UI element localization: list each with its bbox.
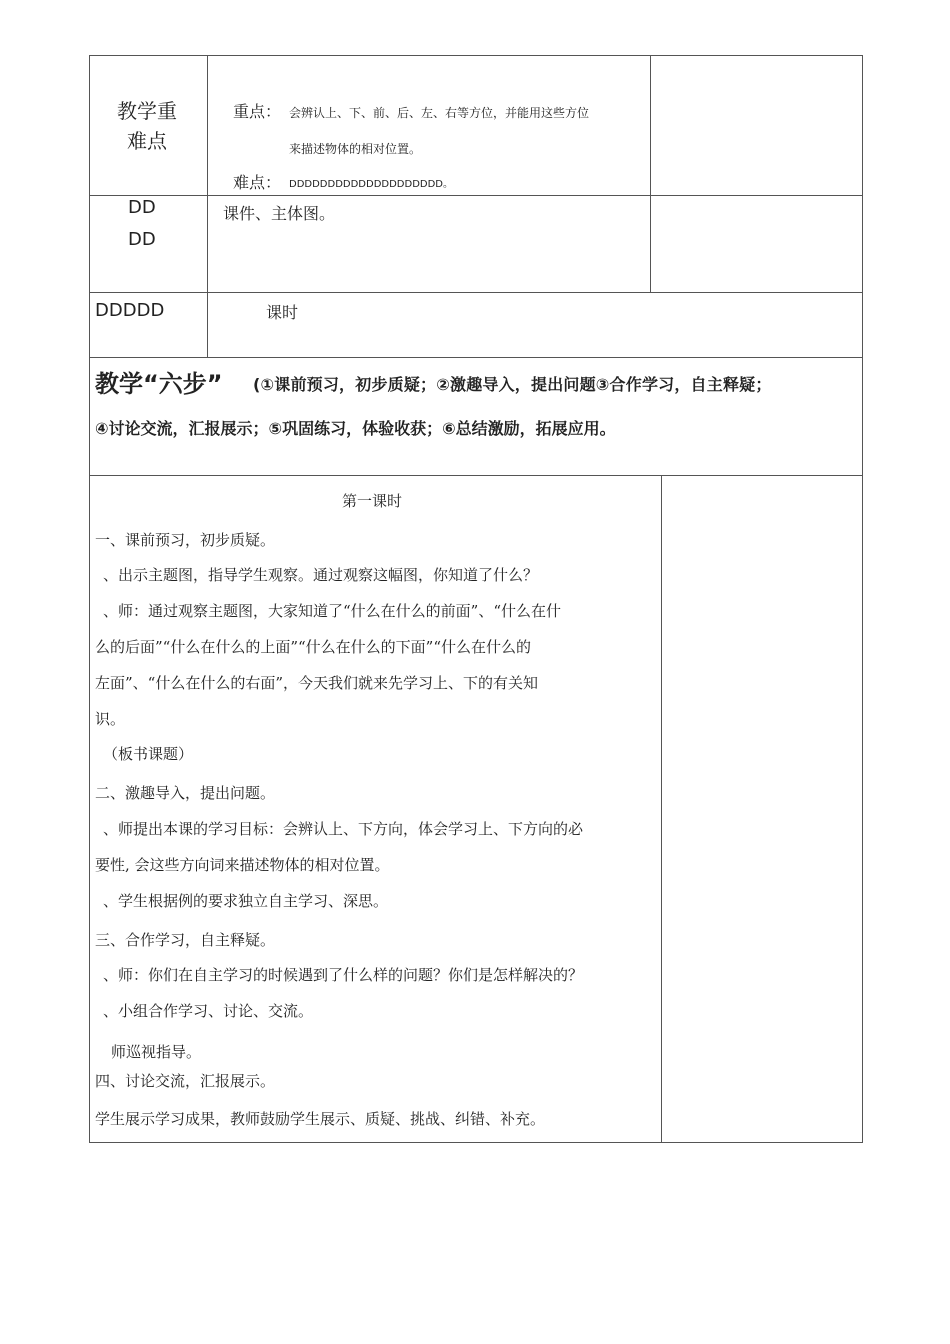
six-steps-heading: 教学“六步”	[95, 370, 223, 398]
row2-label-line1: DD	[128, 197, 156, 218]
lesson-line: 、学生根据例的要求独立自主学习、深思。	[103, 892, 389, 910]
row2-bottom-border	[89, 292, 863, 293]
focus-text-line1: 会辨认上、下、前、后、左、右等方位，并能用这些方位	[289, 106, 590, 120]
six-steps-line2: ④讨论交流，汇报展示；⑤巩固练习，体验收获；⑥总结激励，拓展应用。	[95, 419, 616, 438]
lesson-line: 要性, 会这些方向词来描述物体的相对位置。	[95, 856, 390, 874]
table-top-border	[89, 55, 863, 56]
lesson-line: 四、讨论交流，汇报展示。	[95, 1072, 276, 1090]
right-column-divider-top	[650, 55, 651, 292]
row1-label-line1: 教学重	[117, 99, 177, 123]
lesson-line: 、师提出本课的学习目标：会辨认上、下方向，体会学习上、下方向的必	[103, 820, 584, 838]
lesson-line: 、出示主题图，指导学生观察。通过观察这幅图，你知道了什么？	[103, 566, 539, 584]
difficulty-label: 难点：	[233, 173, 282, 192]
table-right-border	[862, 55, 863, 1143]
lesson-line: 识。	[95, 710, 126, 728]
right-column-divider-bottom	[661, 475, 662, 1142]
difficulty-text: DDDDDDDDDDDDDDDDDDDD。	[289, 179, 454, 190]
lesson-line: 三、合作学习，自主释疑。	[95, 931, 276, 949]
table-left-border	[89, 55, 90, 1143]
row2-label-line2: DD	[128, 229, 156, 250]
lesson-line: 、小组合作学习、讨论、交流。	[103, 1002, 314, 1020]
lesson-line: 么的后面”“什么在什么的上面”“什么在什么的下面”“什么在什么的	[95, 638, 532, 656]
row4-bottom-border	[89, 475, 863, 476]
label-column-divider	[207, 55, 208, 357]
row3-label: DDDDD	[95, 300, 165, 321]
table-bottom-border	[89, 1142, 863, 1143]
row1-bottom-border	[89, 195, 863, 196]
row1-label-line2: 难点	[127, 129, 167, 153]
six-steps-line1: (①课前预习，初步质疑；②激趣导入，提出问题③合作学习，自主释疑；	[253, 375, 772, 394]
lesson-line: 、师：通过观察主题图，大家知道了“什么在什么的前面”、“什么在什	[103, 602, 562, 620]
lesson-line: 、师：你们在自主学习的时候遇到了什么样的问题？你们是怎样解决的？	[103, 966, 584, 984]
focus-label: 重点：	[233, 102, 282, 121]
lesson-title: 第一课时	[342, 492, 403, 510]
lesson-line: 左面”、“什么在什么的右面”，今天我们就来先学习上、下的有关知	[95, 674, 539, 692]
lesson-line: 师巡视指导。	[111, 1043, 202, 1061]
focus-text-line2: 来描述物体的相对位置。	[289, 142, 422, 156]
row3-content: 课时	[266, 303, 299, 322]
lesson-line: （板书课题）	[103, 745, 194, 763]
row3-bottom-border	[89, 357, 863, 358]
lesson-line: 二、激趣导入，提出问题。	[95, 784, 276, 802]
lesson-line: 一、课前预习，初步质疑。	[95, 531, 276, 549]
lesson-line: 学生展示学习成果，教师鼓励学生展示、质疑、挑战、纠错、补充。	[95, 1110, 546, 1128]
row2-content: 课件、主体图。	[223, 204, 336, 223]
